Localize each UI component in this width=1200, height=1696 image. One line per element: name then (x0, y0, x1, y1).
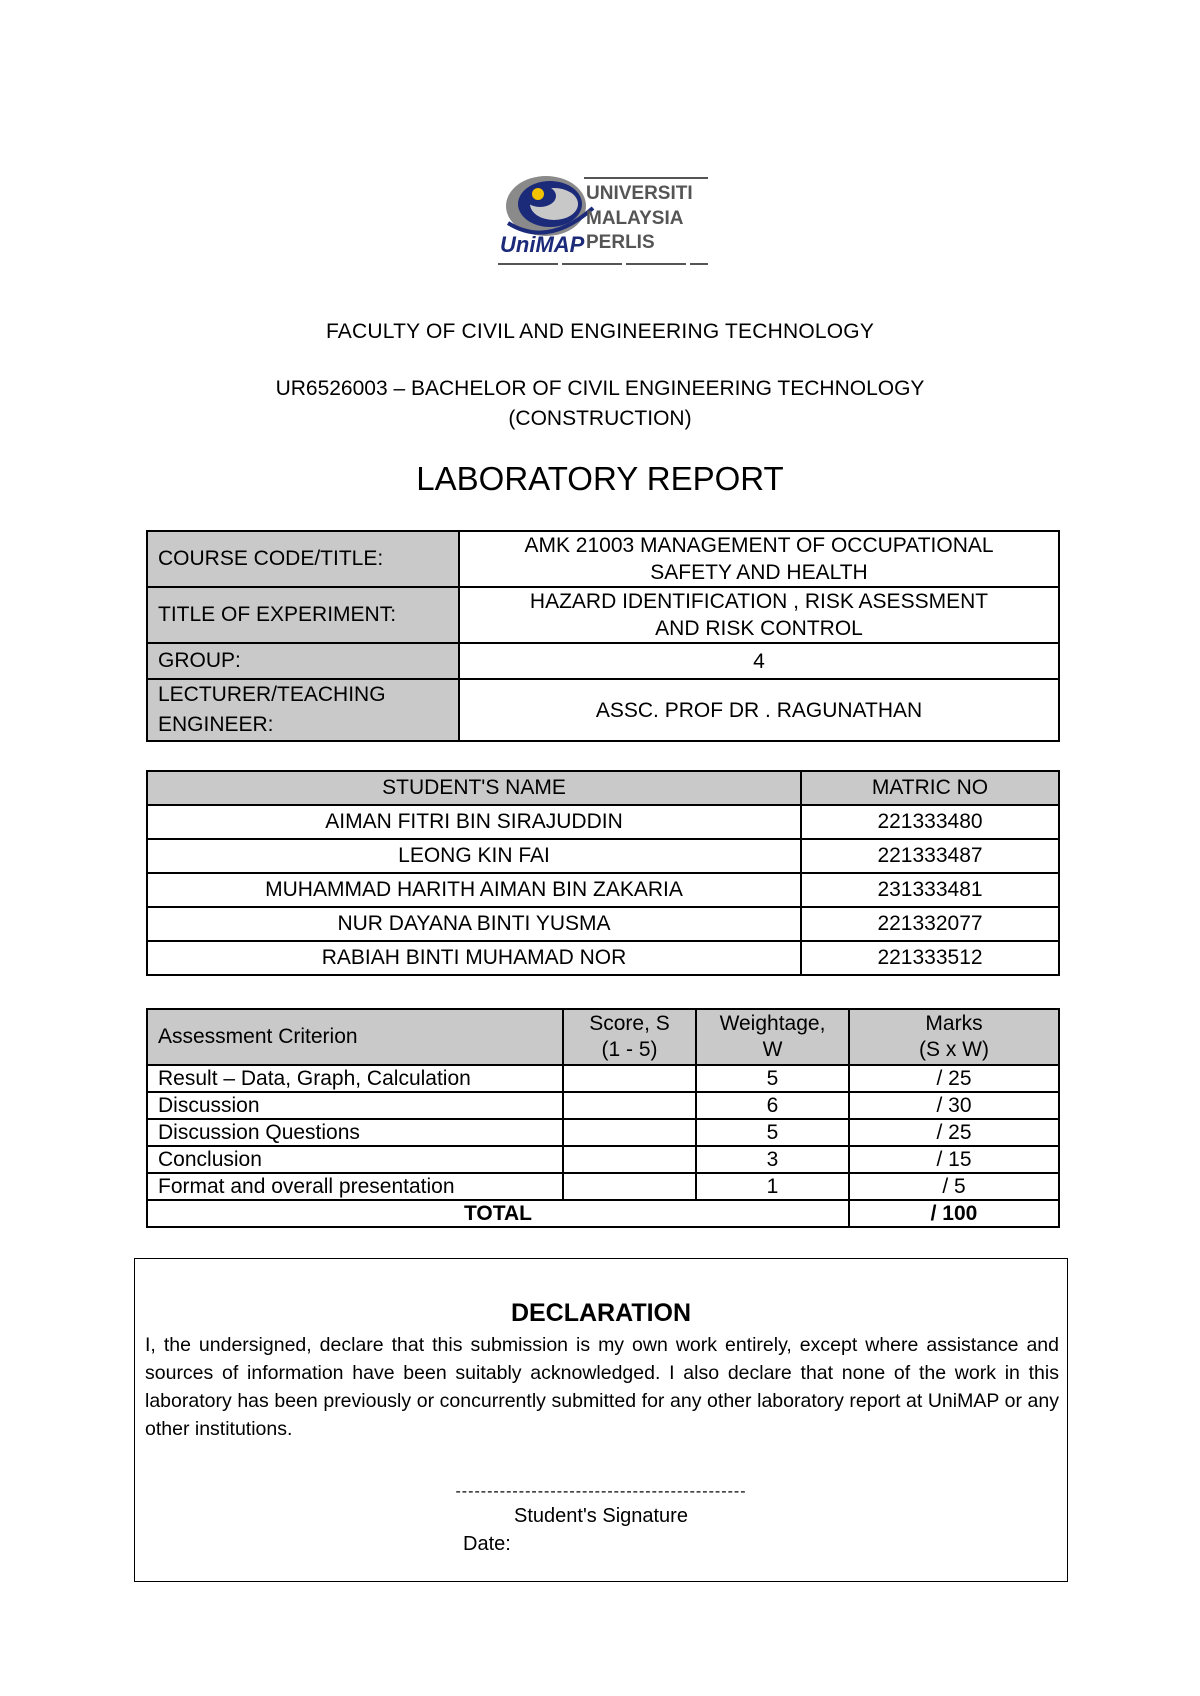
course-value-line-1: AMK 21003 MANAGEMENT OF OCCUPATIONAL (524, 534, 994, 557)
course-value-line-2: SAFETY AND HEALTH (650, 561, 868, 584)
criterion-cell: Discussion (147, 1092, 563, 1119)
table-row (147, 1146, 1059, 1173)
weightage-cell: 1 (696, 1173, 849, 1200)
assessment-table (146, 1008, 1060, 1228)
matric-no: 221333512 (801, 941, 1059, 975)
logo-line3: PERLIS (586, 232, 655, 253)
marks-cell: / 30 (849, 1092, 1059, 1119)
lecturer-label (147, 679, 459, 741)
group-value: 4 (459, 643, 1059, 679)
total-row (147, 1200, 1059, 1227)
table-row (147, 1092, 1059, 1119)
course-row (147, 531, 1059, 587)
experiment-label: TITLE OF EXPERIMENT: (147, 587, 459, 643)
experiment-value (459, 587, 1059, 643)
lecturer-value: ASSC. PROF DR . RAGUNATHAN (459, 679, 1059, 741)
students-header-row (147, 771, 1059, 805)
matric-no: 221332077 (801, 907, 1059, 941)
marks-cell: / 15 (849, 1146, 1059, 1173)
table-row (147, 805, 1059, 839)
course-value (459, 531, 1059, 587)
score-header-line-2: (1 - 5) (601, 1038, 658, 1061)
score-cell (563, 1092, 696, 1119)
experiment-row (147, 587, 1059, 643)
weightage-header (696, 1009, 849, 1065)
declaration-box (134, 1258, 1068, 1582)
program-line-2: (CONSTRUCTION) (508, 407, 692, 430)
weightage-header-line-2: W (762, 1038, 783, 1061)
students-table (146, 770, 1060, 976)
criterion-cell: Result – Data, Graph, Calculation (147, 1065, 563, 1092)
table-row (147, 839, 1059, 873)
criterion-cell: Format and overall presentation (147, 1173, 563, 1200)
marks-header (849, 1009, 1059, 1065)
signature-label: Student's Signature (514, 1505, 688, 1527)
total-value: / 100 (849, 1200, 1059, 1227)
score-cell (563, 1119, 696, 1146)
student-name: NUR DAYANA BINTI YUSMA (147, 907, 801, 941)
student-name: RABIAH BINTI MUHAMAD NOR (147, 941, 801, 975)
matric-no: 221333480 (801, 805, 1059, 839)
group-row (147, 643, 1059, 679)
student-name: LEONG KIN FAI (147, 839, 801, 873)
marks-cell: / 5 (849, 1173, 1059, 1200)
marks-cell: / 25 (849, 1119, 1059, 1146)
program-name (0, 374, 1200, 434)
course-label: COURSE CODE/TITLE: (147, 531, 459, 587)
score-cell (563, 1173, 696, 1200)
report-title: LABORATORY REPORT (416, 460, 784, 497)
matric-no-header: MATRIC NO (801, 771, 1059, 805)
criterion-header: Assessment Criterion (147, 1009, 563, 1065)
matric-no: 221333487 (801, 839, 1059, 873)
university-logo (498, 168, 710, 270)
lecturer-label-line-2: ENGINEER: (158, 713, 274, 736)
student-name-header: STUDENT'S NAME (147, 771, 801, 805)
table-row (147, 1065, 1059, 1092)
criterion-cell: Conclusion (147, 1146, 563, 1173)
score-header (563, 1009, 696, 1065)
table-row (147, 1173, 1059, 1200)
experiment-value-line-2: AND RISK CONTROL (655, 617, 863, 640)
marks-cell: / 25 (849, 1065, 1059, 1092)
table-row (147, 941, 1059, 975)
score-cell (563, 1065, 696, 1092)
student-name: AIMAN FITRI BIN SIRAJUDDIN (147, 805, 801, 839)
table-row (147, 1119, 1059, 1146)
group-label: GROUP: (147, 643, 459, 679)
logo-brand: UniMAP (500, 232, 585, 257)
declaration-text: I, the undersigned, declare that this submission is my own work entirely, except where assistance and sources of information have been suitably acknowledged. I also declare that none of the work in this laboratory has been previously or concurrently submitted for any other laboratory report at UniMAP or any other institutions. (145, 1334, 1059, 1440)
signature-line: ---------------------------------------------- (455, 1483, 747, 1500)
table-row (147, 873, 1059, 907)
weightage-cell: 5 (696, 1065, 849, 1092)
date-label: Date: (463, 1533, 511, 1555)
logo-emblem-dot (532, 188, 544, 200)
declaration-title: DECLARATION (510, 1299, 692, 1327)
total-label: TOTAL (147, 1200, 849, 1227)
marks-header-line-1: Marks (925, 1012, 983, 1035)
marks-header-line-2: (S x W) (919, 1038, 989, 1061)
experiment-value-line-1: HAZARD IDENTIFICATION , RISK ASESSMENT (529, 590, 989, 613)
table-row (147, 907, 1059, 941)
weightage-cell: 5 (696, 1119, 849, 1146)
student-name: MUHAMMAD HARITH AIMAN BIN ZAKARIA (147, 873, 801, 907)
lecturer-row (147, 679, 1059, 741)
weightage-cell: 3 (696, 1146, 849, 1173)
logo-line2: MALAYSIA (586, 208, 684, 229)
faculty-name: FACULTY OF CIVIL AND ENGINEERING TECHNOLOGY (325, 320, 875, 343)
logo-line1: UNIVERSITI (586, 183, 693, 204)
assessment-header-row (147, 1009, 1059, 1065)
course-info-table (146, 530, 1060, 742)
score-cell (563, 1146, 696, 1173)
weightage-cell: 6 (696, 1092, 849, 1119)
weightage-header-line-1: Weightage, (719, 1012, 826, 1035)
program-line-1: UR6526003 – BACHELOR OF CIVIL ENGINEERING TECHNOLOGY (275, 377, 925, 400)
criterion-cell: Discussion Questions (147, 1119, 563, 1146)
matric-no: 231333481 (801, 873, 1059, 907)
score-header-line-1: Score, S (589, 1012, 670, 1035)
lecturer-label-line-1: LECTURER/TEACHING (158, 683, 386, 706)
